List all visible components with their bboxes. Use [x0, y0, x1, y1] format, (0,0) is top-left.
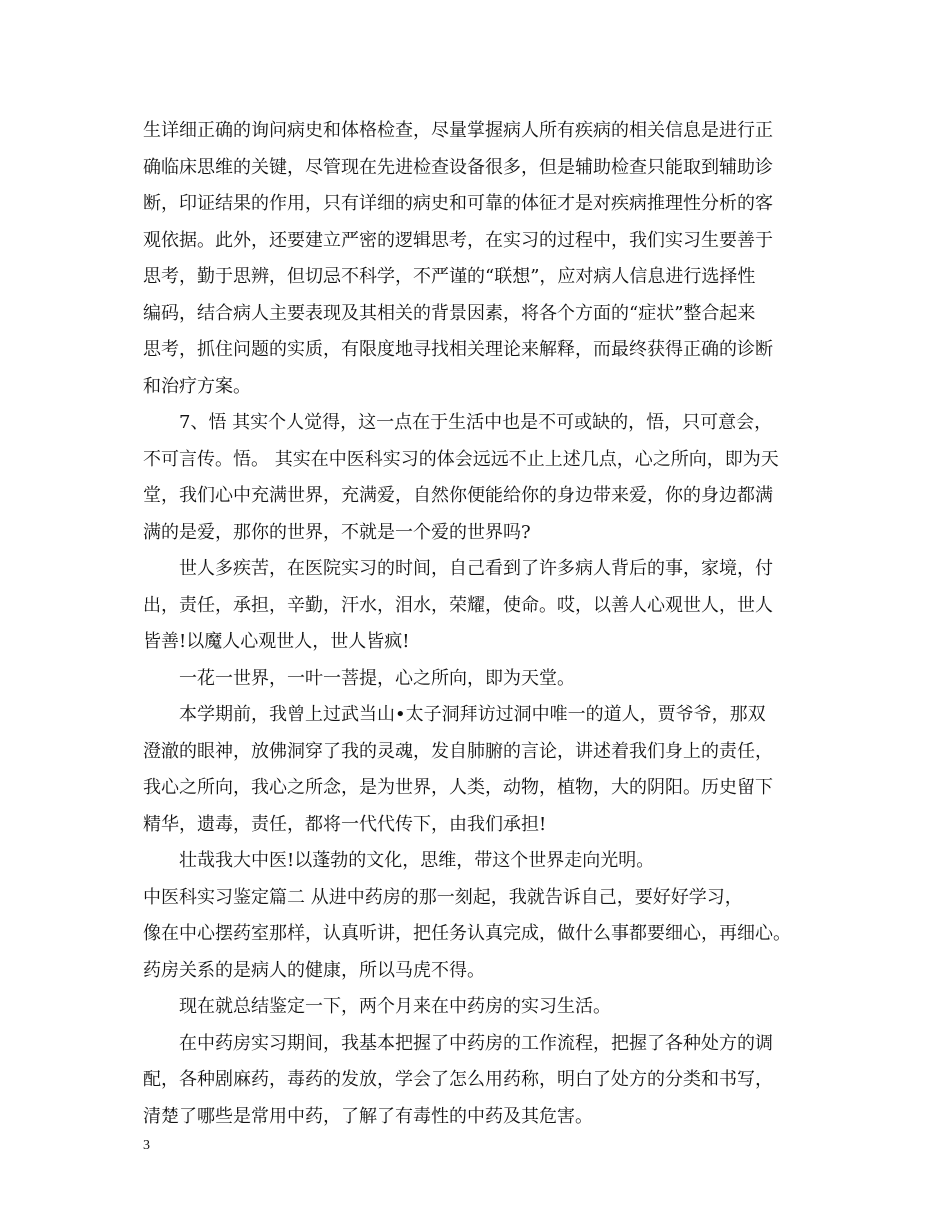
text-line: 在中药房实习期间，我基本把握了中药房的工作流程，把握了各种处方的调	[179, 1032, 773, 1054]
text-line: 思考，勤于思辨，但切忌不科学，不严谨的“联想”，应对病人信息进行选择性	[143, 266, 756, 287]
text-line: 编码，结合病人主要表现及其相关的背景因素，将各个方面的“症状”整合起来	[143, 302, 756, 324]
body-text	[143, 113, 823, 1135]
text-line: 世人多疾苦，在医院实习的时间，自己看到了许多病人背后的事，家境，付	[179, 558, 773, 579]
text-line: 观依据。此外，还要建立严密的逻辑思考，在实习的过程中，我们实习生要善于	[143, 229, 773, 251]
text-line: 出，责任，承担，辛勤，汗水，泪水，荣耀，使命。哎，以善人心观世人，世人	[143, 594, 773, 616]
text-line: 药房关系的是病人的健康，所以马虎不得。	[143, 959, 485, 981]
text-line: 精华，遗毒，责任，都将一代代传下，由我们承担!	[143, 813, 547, 835]
text-line: 本学期前，我曾上过武当山•太子洞拜访过洞中唯一的道人，贾爷爷，那双	[179, 704, 766, 725]
text-line: 堂，我们心中充满世界，充满爱，自然你便能给你的身边带来爱，你的身边都满	[143, 485, 773, 506]
text-line: 现在就总结鉴定一下，两个月来在中药房的实习生活。	[179, 996, 611, 1017]
text-line: 生详细正确的询问病史和体格检查，尽量掌握病人所有疾病的相关信息是进行正	[143, 120, 773, 141]
text-line: 确临床思维的关键，尽管现在先进检查设备很多，但是辅助检查只能取到辅助诊	[143, 156, 773, 178]
text-line: 澄澈的眼神，放佛洞穿了我的灵魂，发自肺腑的言论，讲述着我们身上的责任，	[143, 740, 773, 762]
text-line: 皆善!以魔人心观世人，世人皆疯!	[143, 631, 410, 652]
text-line: 我心之所向，我心之所念，是为世界，人类，动物，植物，大的阴阳。历史留下	[143, 777, 773, 798]
text-line: 一花一世界，一叶一菩提，心之所向，即为天堂。	[179, 667, 575, 689]
text-line: 清楚了哪些是常用中药，了解了有毒性的中药及其危害。	[143, 1105, 593, 1127]
text-line: 7、悟 其实个人觉得，这一点在于生活中也是不可或缺的，悟，只可意会，	[179, 412, 773, 433]
text-line: 断，印证结果的作用，只有详细的病史和可靠的体征才是对疾病推理性分析的客	[143, 193, 773, 214]
text-line: 中医科实习鉴定篇二 从进中药房的那一刻起，我就告诉自己，要好好学习，	[143, 886, 743, 908]
page-number: 3	[143, 1138, 150, 1153]
text-line: 和治疗方案。	[143, 375, 251, 397]
text-line: 壮哉我大中医!以蓬勃的文化，思维，带这个世界走向光明。	[179, 850, 655, 871]
text-line: 不可言传。悟。 其实在中医科实习的体会远远不止上述几点，心之所向，即为天	[143, 448, 779, 470]
text-line: 像在中心摆药室那样，认真听讲，把任务认真完成，做什么事都要细心，再细心。	[143, 923, 791, 944]
text-line: 满的是爱，那你的世界，不就是一个爱的世界吗?	[143, 521, 531, 543]
text-line: 思考，抓住问题的实质，有限度地寻找相关理论来解释，而最终获得正确的诊断	[143, 339, 773, 360]
text-line: 配，各种剧麻药，毒药的发放，学会了怎么用药称，明白了处方的分类和书写，	[143, 1069, 773, 1090]
